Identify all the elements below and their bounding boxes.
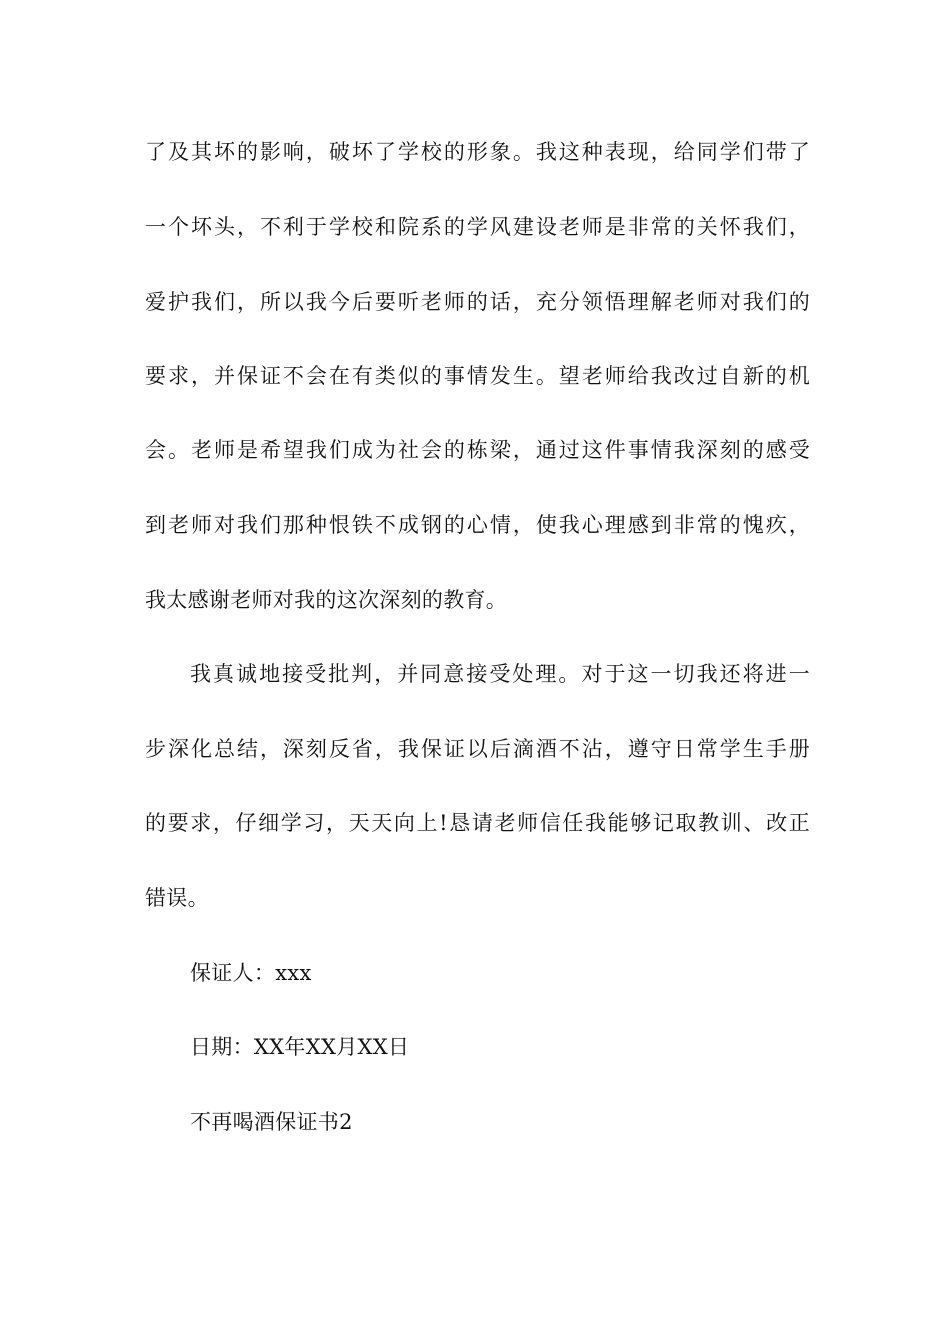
next-section-title: 不再喝酒保证书2 [190,1110,353,1134]
paragraph-1-line-1: 了及其坏的影响，破坏了学校的形象。我这种表现，给同学们带了 [145,140,810,164]
paragraph-1-line-5: 会。老师是希望我们成为社会的栋梁，通过这件事情我深刻的感受 [145,438,810,462]
date-line: 日期：XX年XX月XX日 [190,1035,410,1059]
paragraph-2-line-2: 步深化总结，深刻反省，我保证以后滴酒不沾，遵守日常学生手册 [145,737,810,761]
paragraph-1-line-4: 要求，并保证不会在有类似的事情发生。望老师给我改过自新的机 [145,364,810,388]
paragraph-1-line-2: 一个坏头，不利于学校和院系的学风建设老师是非常的关怀我们， [145,215,810,239]
paragraph-1-line-6: 到老师对我们那种恨铁不成钢的心情，使我心理感到非常的愧疚， [145,513,810,537]
paragraph-1-line-3: 爱护我们，所以我今后要听老师的话，充分领悟理解老师对我们的 [145,290,810,314]
signature-line: 保证人：xxx [190,961,312,985]
paragraph-1-line-7: 我太感谢老师对我的这次深刻的教育。 [145,588,508,612]
paragraph-2-line-1: 我真诚地接受批判，并同意接受处理。对于这一切我还将进一 [190,662,810,686]
paragraph-2-line-3: 的要求，仔细学习，天天向上!恳请老师信任我能够记取教训、改正 [145,811,810,835]
paragraph-2-line-4: 错误。 [145,886,209,910]
